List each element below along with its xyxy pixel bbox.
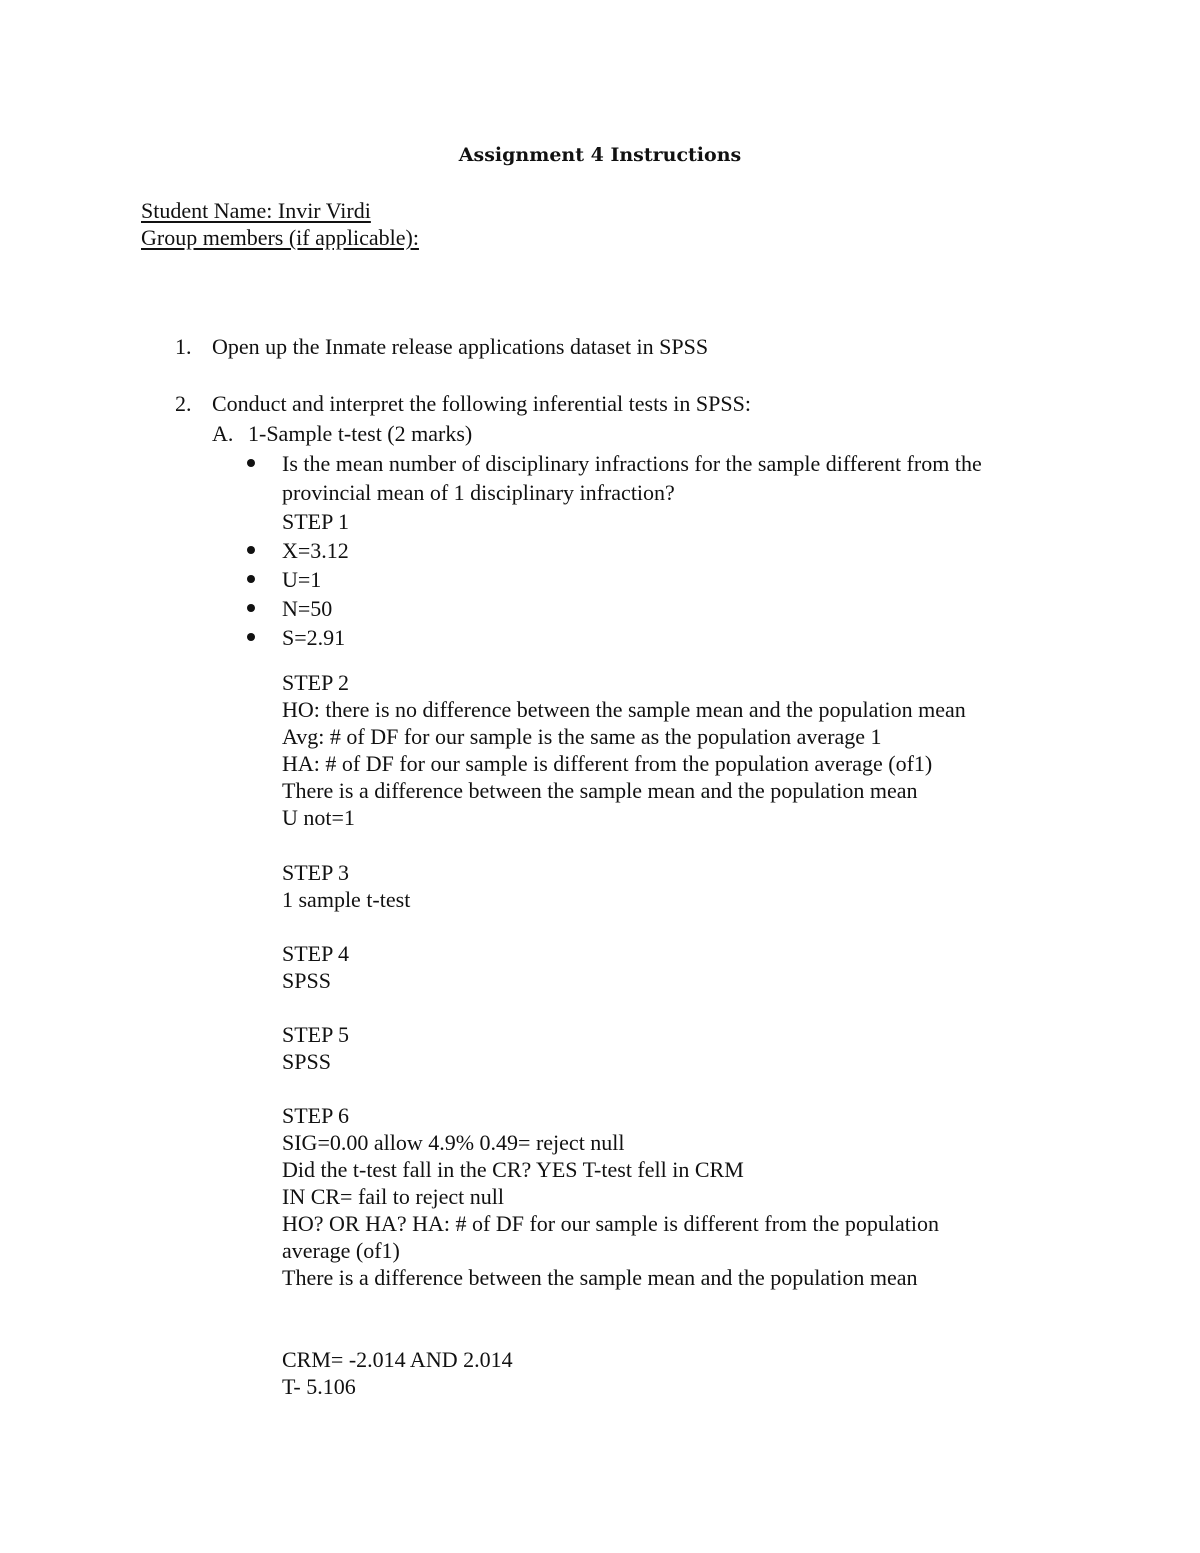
question-line-1: Is the mean number of disciplinary infractions for the sample different from the xyxy=(282,451,982,476)
step-2-line: HA: # of DF for our sample is different from the population average (of1) xyxy=(282,751,933,776)
item-2-number: 2. xyxy=(175,391,192,416)
step-5-text: SPSS xyxy=(282,1049,331,1074)
step-6-line: SIG=0.00 allow 4.9% 0.49= reject null xyxy=(282,1130,625,1155)
step-5-heading: STEP 5 xyxy=(282,1022,350,1047)
step-4-heading: STEP 4 xyxy=(282,941,350,966)
step-6-line: There is a difference between the sample mean and the population mean xyxy=(282,1265,918,1290)
step-3-heading: STEP 3 xyxy=(282,860,350,885)
group-members: Group members (if applicable): xyxy=(141,225,419,250)
step-6-line: average (of1) xyxy=(282,1238,400,1263)
bullet-icon xyxy=(247,633,255,641)
step-2-line: Avg: # of DF for our sample is the same as the population average 1 xyxy=(282,724,882,749)
bullet-icon xyxy=(247,459,255,467)
step-3-text: 1 sample t-test xyxy=(282,887,411,912)
crm-value: CRM= -2.014 AND 2.014 xyxy=(282,1347,513,1372)
item-1-number: 1. xyxy=(175,334,192,359)
value-u: U=1 xyxy=(282,567,322,592)
bullet-icon xyxy=(247,575,255,583)
step-2-line: There is a difference between the sample mean and the population mean xyxy=(282,778,918,803)
bullet-icon xyxy=(247,546,255,554)
question-line-2: provincial mean of 1 disciplinary infraction? xyxy=(282,480,675,505)
step-6-line: IN CR= fail to reject null xyxy=(282,1184,504,1209)
bullet-icon xyxy=(247,604,255,612)
value-x: X=3.12 xyxy=(282,538,349,563)
value-s: S=2.91 xyxy=(282,625,346,650)
item-2-text: Conduct and interpret the following inferential tests in SPSS: xyxy=(212,391,751,416)
sub-item-a-text: 1-Sample t-test (2 marks) xyxy=(248,421,473,446)
step-2-line: U not=1 xyxy=(282,805,355,830)
step-6-heading: STEP 6 xyxy=(282,1103,350,1128)
step-2-line: HO: there is no difference between the sample mean and the population mean xyxy=(282,697,966,722)
step-4-text: SPSS xyxy=(282,968,331,993)
step-6-line: Did the t-test fall in the CR? YES T-test fell in CRM xyxy=(282,1157,744,1182)
step-6-line: HO? OR HA? HA: # of DF for our sample is different from the population xyxy=(282,1211,940,1236)
value-n: N=50 xyxy=(282,596,333,621)
item-1-text: Open up the Inmate release applications dataset in SPSS xyxy=(212,334,709,359)
document-title: Assignment 4 Instructions xyxy=(458,144,742,166)
t-value: T- 5.106 xyxy=(282,1374,356,1399)
step-2-heading: STEP 2 xyxy=(282,670,350,695)
sub-item-a-letter: A. xyxy=(212,421,234,446)
student-name: Student Name: Invir Virdi xyxy=(141,198,371,223)
step-1-heading: STEP 1 xyxy=(282,509,350,534)
